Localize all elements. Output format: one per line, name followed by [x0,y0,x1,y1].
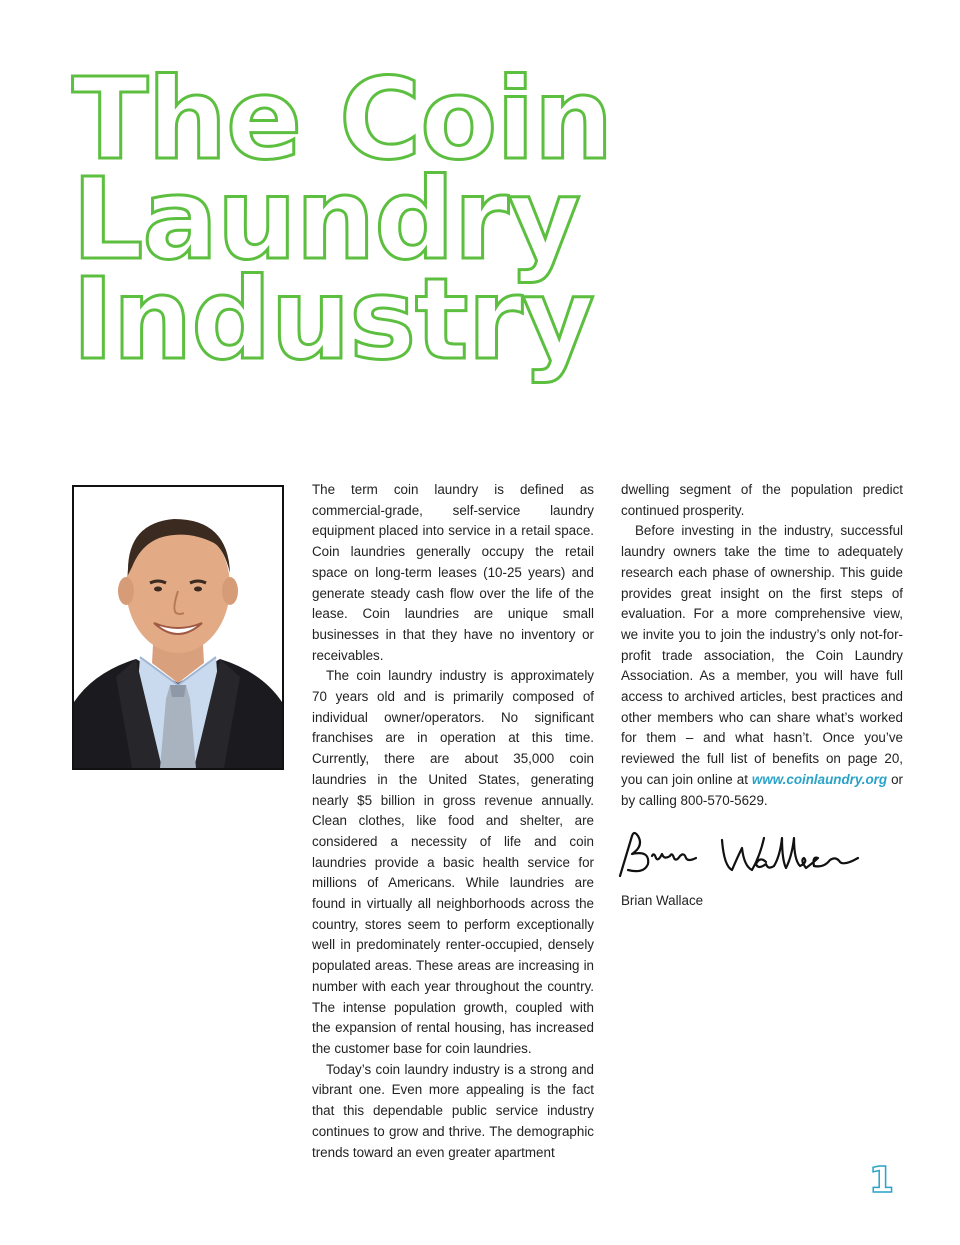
paragraph-text: or by calling 800-570-5629. [621,771,903,808]
portrait-illustration [74,487,282,768]
title-line-3: Industry [72,255,594,385]
paragraph-text: Before investing in the industry, successful laundry owners take the time to adequately research each phase of ownership. This guide provides great insight on the first steps of evaluation. For a more comprehensive view, we invite you to join the industry’s only not-for-profit trade association, the Coin Laundry Association. As a member, you will have full access to archived articles, best practices and other members who can share what’s worked for them – and what hasn’t. Once you’ve reviewed the full list of benefits on page 20, you can join online at [621,523,903,787]
handwritten-signature [614,826,864,886]
paragraph: dwelling segment of the population predict continued prosperity. [621,482,903,518]
paragraph: The coin laundry industry is approximately 70 years old and is primarily composed of individual owner/operators. No significant franchises are in operation at this time. Currently, there are about 35,000 coin laundries in the United States, generating nearly $5 billion in gross revenue annually. Clean clothes, like food and shelter, are considered a necessity of life and coin laundries provide a basic health service for millions of Americans. While laundries are found in virtually all neighborhoods across the country, stores seem to perform exceptionally well in predominately renter-occupied, densely populated areas. These areas are increasing in number with each year throughout the country. The intense population growth, coupled with the expansion of rental housing, has increased the customer base for coin laundries. [312,668,594,1056]
paragraph: Today’s coin laundry industry is a strong and vibrant one. Even more appealing is the fact that this dependable public service industry continues to grow and thrive. The demographic trends toward an even greater apartment [312,1061,594,1160]
body-column-2 [621,480,903,811]
body-column-1 [312,480,594,1163]
page-number: 1 [868,1160,894,1201]
signer-name: Brian Wallace [621,893,704,908]
paragraph: The term coin laundry is defined as commercial-grade, self-service laundry equipment placed into service in a retail space. Coin laundries generally occupy the retail space on long-term leases (10-25 years) and generate steady cash flow over the life of the lease. Coin laundries are unique small businesses in that they have no inventory or receivables. [312,482,594,663]
title-line-1: The Coin [72,55,613,185]
title-line-2: Laundry [72,155,580,285]
portrait-photo [72,485,284,770]
paragraph-with-link [621,521,903,811]
website-link[interactable]: www.coinlaundry.org [751,771,888,787]
page-title [72,55,613,385]
